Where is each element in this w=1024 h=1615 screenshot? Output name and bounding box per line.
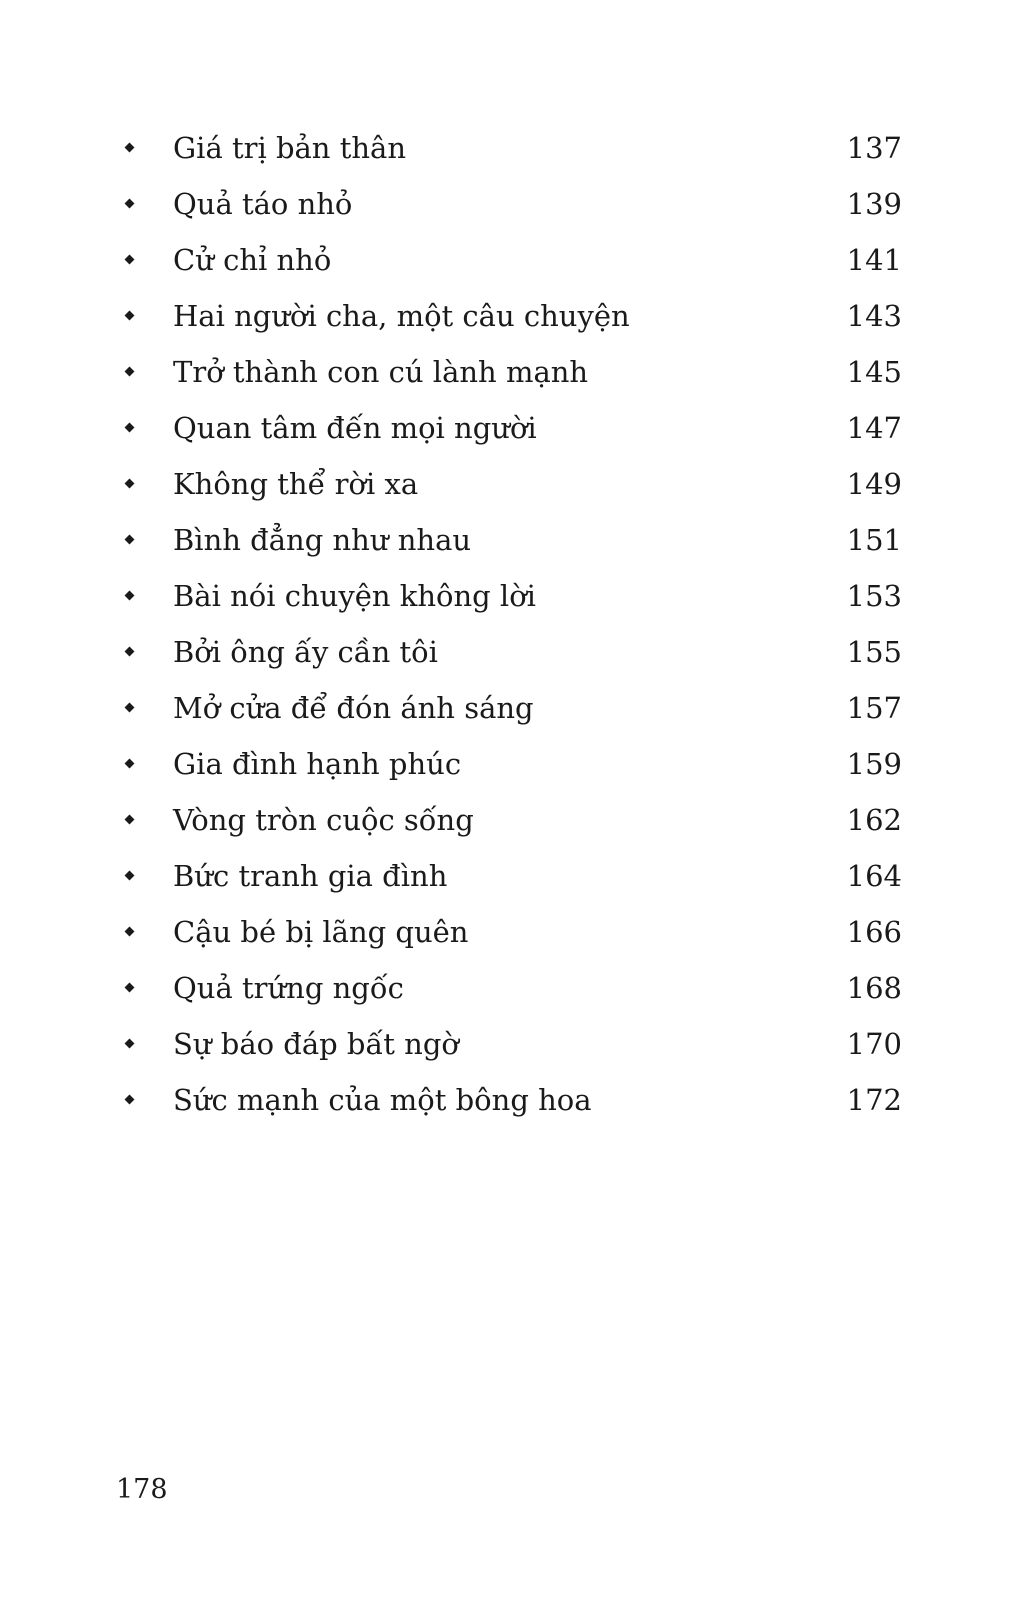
diamond-bullet-icon [124, 120, 136, 176]
diamond-bullet-icon [124, 1016, 136, 1072]
toc-entry-page: 141 [846, 243, 902, 277]
toc-entry-title: Bình đẳng như nhau [173, 523, 472, 557]
toc-entry-page: 159 [846, 747, 902, 781]
toc-entry-title: Quan tâm đến mọi người [173, 411, 537, 445]
toc-entry [124, 680, 902, 736]
diamond-bullet-icon [124, 624, 136, 680]
toc-entry-title: Bởi ông ấy cần tôi [173, 635, 438, 669]
toc-entry [124, 176, 902, 232]
toc-entry-title: Cậu bé bị lãng quên [173, 915, 469, 949]
diamond-bullet-icon [124, 288, 136, 344]
toc-entry-title: Quả trứng ngốc [173, 971, 404, 1005]
toc-entry [124, 232, 902, 288]
diamond-bullet-icon [124, 848, 136, 904]
diamond-bullet-icon [124, 736, 136, 792]
diamond-bullet-icon [124, 1072, 136, 1128]
toc-entry [124, 1016, 902, 1072]
toc-entry-page: 170 [846, 1027, 902, 1061]
toc-entry [124, 904, 902, 960]
diamond-bullet-icon [124, 176, 136, 232]
toc-entry-title: Quả táo nhỏ [173, 187, 353, 221]
toc-entry-page: 145 [846, 355, 902, 389]
toc-entry-page: 137 [846, 131, 902, 165]
toc-entry [124, 400, 902, 456]
page-number: 178 [116, 1474, 168, 1505]
table-of-contents [124, 120, 902, 1128]
toc-entry-page: 149 [846, 467, 902, 501]
toc-entry [124, 568, 902, 624]
toc-entry [124, 288, 902, 344]
toc-entry [124, 848, 902, 904]
diamond-bullet-icon [124, 512, 136, 568]
diamond-bullet-icon [124, 960, 136, 1016]
toc-entry [124, 736, 902, 792]
toc-entry-page: 172 [846, 1083, 902, 1117]
toc-entry-title: Bài nói chuyện không lời [173, 579, 536, 613]
toc-entry-title: Trở thành con cú lành mạnh [173, 355, 589, 389]
toc-entry-page: 168 [846, 971, 902, 1005]
toc-entry [124, 1072, 902, 1128]
diamond-bullet-icon [124, 904, 136, 960]
toc-entry-page: 153 [846, 579, 902, 613]
toc-entry-page: 147 [846, 411, 902, 445]
toc-entry-page: 143 [846, 299, 902, 333]
toc-entry-title: Gia đình hạnh phúc [173, 747, 462, 781]
toc-entry-page: 139 [846, 187, 902, 221]
toc-entry-title: Giá trị bản thân [173, 131, 407, 165]
diamond-bullet-icon [124, 344, 136, 400]
toc-entry-title: Vòng tròn cuộc sống [173, 803, 474, 837]
toc-entry-page: 166 [846, 915, 902, 949]
toc-entry-title: Mở cửa để đón ánh sáng [173, 691, 534, 725]
toc-entry-title: Không thể rời xa [173, 467, 419, 501]
diamond-bullet-icon [124, 680, 136, 736]
toc-entry [124, 344, 902, 400]
diamond-bullet-icon [124, 792, 136, 848]
toc-entry-title: Bức tranh gia đình [173, 859, 448, 893]
diamond-bullet-icon [124, 456, 136, 512]
toc-entry [124, 512, 902, 568]
toc-entry-page: 157 [846, 691, 902, 725]
toc-entry [124, 960, 902, 1016]
toc-entry [124, 624, 902, 680]
toc-entry [124, 456, 902, 512]
diamond-bullet-icon [124, 400, 136, 456]
toc-entry-page: 164 [846, 859, 902, 893]
diamond-bullet-icon [124, 232, 136, 288]
toc-entry-page: 151 [846, 523, 902, 557]
toc-entry [124, 792, 902, 848]
toc-entry [124, 120, 902, 176]
toc-entry-title: Sự báo đáp bất ngờ [173, 1027, 459, 1061]
diamond-bullet-icon [124, 568, 136, 624]
toc-entry-title: Cử chỉ nhỏ [173, 243, 332, 277]
toc-entry-page: 162 [846, 803, 902, 837]
toc-entry-title: Hai người cha, một câu chuyện [173, 299, 630, 333]
toc-entry-page: 155 [846, 635, 902, 669]
toc-entry-title: Sức mạnh của một bông hoa [173, 1083, 592, 1117]
